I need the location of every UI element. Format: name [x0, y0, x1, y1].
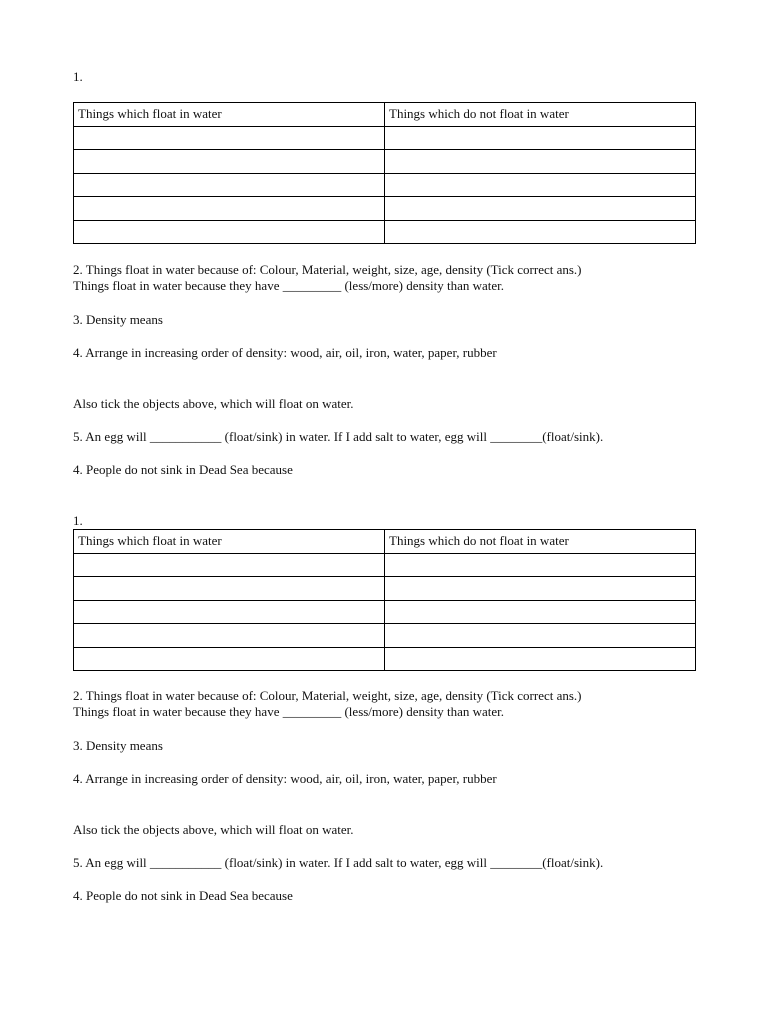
table-row	[74, 624, 696, 648]
float-cell[interactable]	[74, 647, 385, 671]
sink-cell[interactable]	[385, 150, 696, 174]
question-3: 3. Density means	[73, 312, 163, 327]
question-5-egg: 5. An egg will ___________ (float/sink) in water. If I add salt to water, egg will ________(float/sink).	[73, 855, 604, 870]
float-cell[interactable]	[74, 197, 385, 221]
table-header-row	[74, 530, 696, 554]
sink-cell[interactable]	[385, 600, 696, 624]
float-cell[interactable]	[74, 150, 385, 174]
float-cell[interactable]	[74, 173, 385, 197]
table-row	[74, 126, 696, 150]
question-4-arrange: 4. Arrange in increasing order of density: wood, air, oil, iron, water, paper, rubber	[73, 345, 497, 360]
sink-cell[interactable]	[385, 647, 696, 671]
sink-cell[interactable]	[385, 624, 696, 648]
question-1-number: 1.	[73, 513, 83, 528]
question-1-number: 1.	[73, 69, 83, 84]
float-sink-table	[73, 102, 696, 244]
float-cell[interactable]	[74, 553, 385, 577]
sink-cell[interactable]	[385, 126, 696, 150]
float-cell[interactable]	[74, 126, 385, 150]
question-2-line-1: 2. Things float in water because of: Colour, Material, weight, size, age, density (Tick correct ans.)	[73, 688, 582, 703]
header-not-float: Things which do not float in water	[385, 530, 696, 554]
sink-cell[interactable]	[385, 197, 696, 221]
table-header-row	[74, 103, 696, 127]
header-not-float: Things which do not float in water	[385, 103, 696, 127]
sink-cell[interactable]	[385, 220, 696, 244]
question-dead-sea: 4. People do not sink in Dead Sea because	[73, 462, 293, 477]
table-row	[74, 647, 696, 671]
float-sink-table	[73, 529, 696, 671]
sink-cell[interactable]	[385, 553, 696, 577]
question-2-line-2: Things float in water because they have _________ (less/more) density than water.	[73, 704, 505, 719]
float-cell[interactable]	[74, 600, 385, 624]
question-3: 3. Density means	[73, 738, 163, 753]
table-row	[74, 577, 696, 601]
sink-cell[interactable]	[385, 577, 696, 601]
float-cell[interactable]	[74, 577, 385, 601]
table-row	[74, 197, 696, 221]
question-5-egg: 5. An egg will ___________ (float/sink) in water. If I add salt to water, egg will ________(float/sink).	[73, 429, 604, 444]
tick-instruction: Also tick the objects above, which will float on water.	[73, 396, 354, 411]
table-row	[74, 173, 696, 197]
table-row	[74, 553, 696, 577]
question-dead-sea: 4. People do not sink in Dead Sea because	[73, 888, 293, 903]
table-row	[74, 600, 696, 624]
float-cell[interactable]	[74, 220, 385, 244]
table-row	[74, 150, 696, 174]
header-float: Things which float in water	[74, 530, 385, 554]
question-2-line-2: Things float in water because they have _________ (less/more) density than water.	[73, 278, 505, 293]
table-row	[74, 220, 696, 244]
float-cell[interactable]	[74, 624, 385, 648]
header-float: Things which float in water	[74, 103, 385, 127]
question-4-arrange: 4. Arrange in increasing order of density: wood, air, oil, iron, water, paper, rubber	[73, 771, 497, 786]
question-2-line-1: 2. Things float in water because of: Colour, Material, weight, size, age, density (Tick correct ans.)	[73, 262, 582, 277]
sink-cell[interactable]	[385, 173, 696, 197]
tick-instruction: Also tick the objects above, which will float on water.	[73, 822, 354, 837]
